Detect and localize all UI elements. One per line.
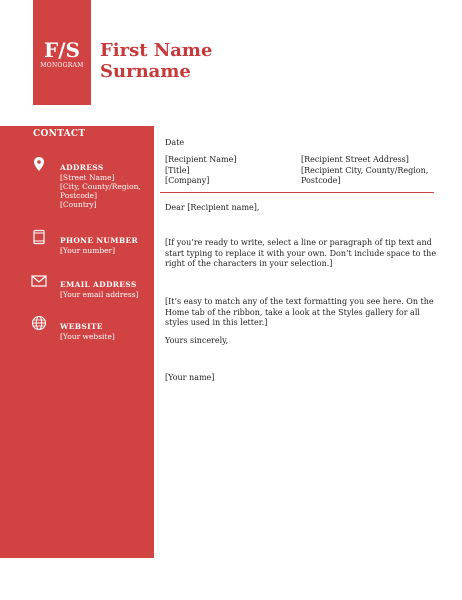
recipient-street: [Recipient Street Address] xyxy=(301,155,409,164)
monogram-letters: F/S xyxy=(44,38,80,62)
website-value: [Your website] xyxy=(60,332,115,341)
salutation: Dear [Recipient name], xyxy=(165,203,260,212)
recipient-title: [Title] xyxy=(165,165,190,175)
email-lines xyxy=(60,290,150,299)
location-pin-icon xyxy=(31,156,47,172)
surname: Surname xyxy=(100,61,191,82)
letter-date: Date xyxy=(165,138,185,147)
recipient-address-block xyxy=(301,155,441,187)
recipient-postcode: Postcode] xyxy=(301,176,341,185)
phone-lines xyxy=(60,246,150,255)
address-lines xyxy=(60,173,150,209)
header-divider xyxy=(160,192,434,193)
website-lines xyxy=(60,332,150,341)
email-value: [Your email address] xyxy=(60,290,139,299)
sender-name xyxy=(100,40,212,82)
contact-heading: CONTACT xyxy=(33,129,86,139)
contact-sidebar xyxy=(0,126,154,558)
address-country: [Country] xyxy=(60,200,97,209)
address-city: [City, County/Region, xyxy=(60,182,141,191)
monogram xyxy=(33,0,91,105)
address-postcode: Postcode] xyxy=(60,191,98,200)
closing: Yours sincerely, xyxy=(165,336,229,345)
recipient-name: [Recipient Name] xyxy=(165,155,237,164)
address-street: [Street Name] xyxy=(60,173,115,182)
first-name: First Name xyxy=(100,40,213,61)
paragraph-2: [It’s easy to match any of the text formatting you see here. On the Home tab of the ribbon, take a look at the Styles gallery for all styles used in this letter.] xyxy=(165,297,434,327)
email-title: EMAIL ADDRESS xyxy=(60,280,137,289)
address-title: ADDRESS xyxy=(60,163,104,172)
recipient-company: [Company] xyxy=(165,176,210,185)
envelope-icon xyxy=(31,273,47,289)
paragraph-1: [If you’re ready to write, select a line or paragraph of tip text and start typing to replace it with your own. Don’t include space to the right of the characters in your selection.] xyxy=(165,238,437,268)
tablet-icon xyxy=(31,229,47,245)
globe-icon xyxy=(31,315,47,331)
recipient-block xyxy=(165,155,236,187)
signature: [Your name] xyxy=(165,373,215,382)
phone-value: [Your number] xyxy=(60,246,116,255)
website-title: WEBSITE xyxy=(60,322,103,331)
recipient-city: [Recipient City, County/Region, xyxy=(301,165,429,175)
monogram-label: MONOGRAM xyxy=(40,62,84,69)
phone-title: PHONE NUMBER xyxy=(60,236,139,245)
